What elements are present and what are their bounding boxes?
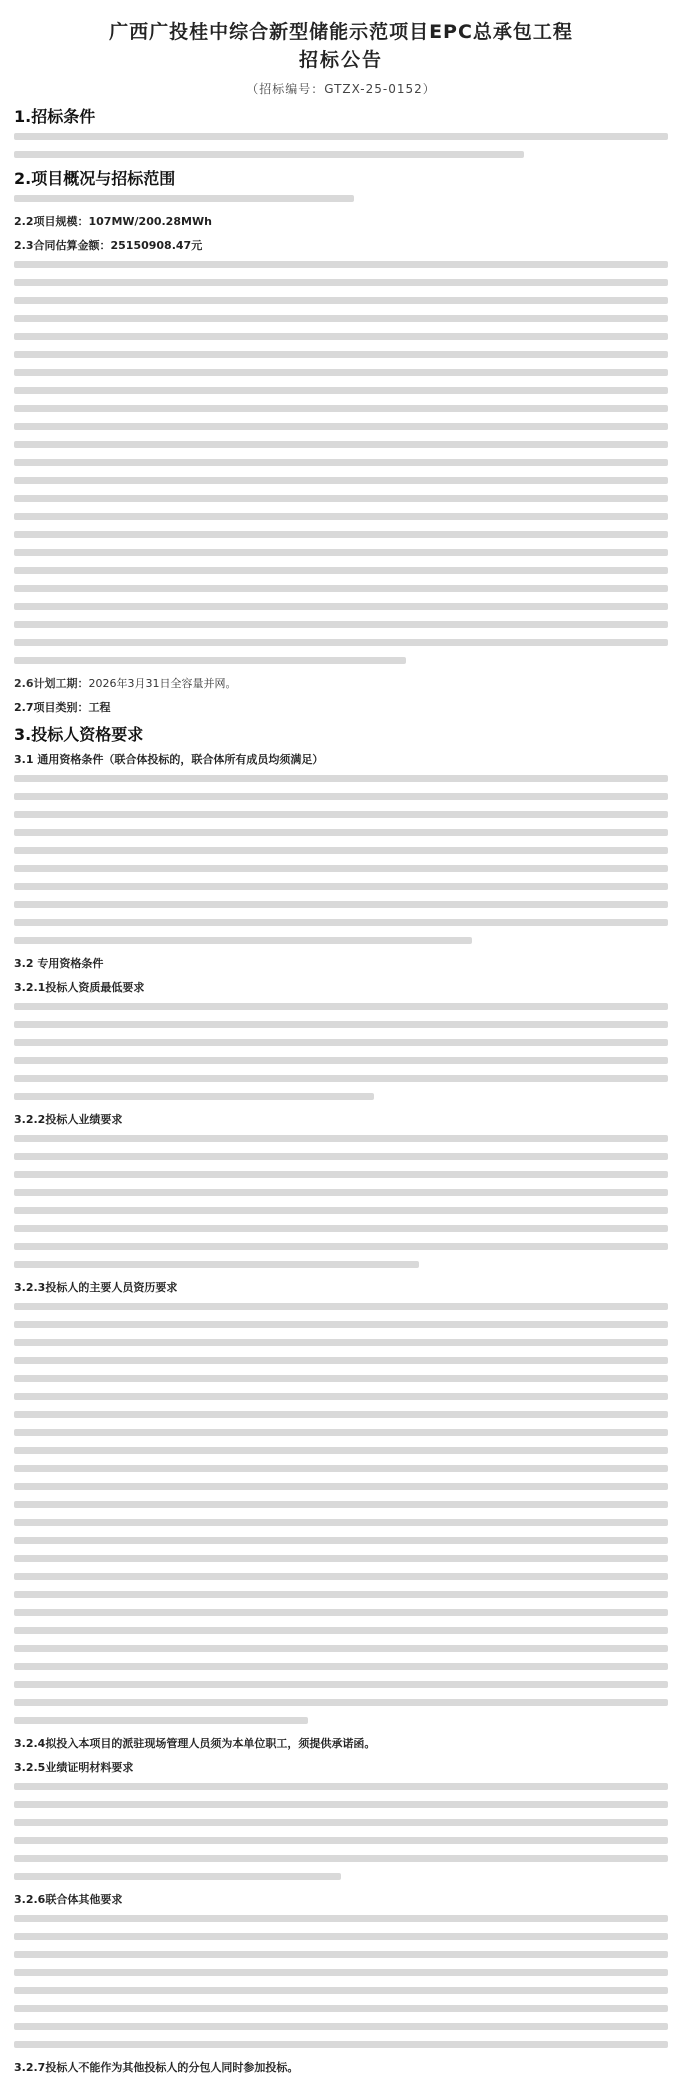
section-1-body (14, 133, 668, 158)
last-item: 3.2.7投标人不能作为其他投标人的分包人同时参加投标。 (14, 2061, 299, 2074)
personnel-body (14, 1303, 668, 1724)
project-scale: 2.2项目规模：107MW/200.28MWh (14, 215, 212, 228)
project-period (14, 675, 668, 693)
consortium-body (14, 1915, 668, 2048)
project-period-end: 2026年3月31日全容量并网。 (88, 677, 237, 690)
section-2-body (14, 195, 668, 202)
page-title: 广西广投桂中综合新型储能示范项目EPC总承包工程 (109, 21, 573, 43)
credit-body (14, 1783, 668, 1880)
site-staff: 3.2.4拟投入本项目的派驻现场管理人员须为本单位职工，须提供承诺函。 (14, 1737, 376, 1750)
qualification: 3.2.1投标人资质最低要求 (14, 981, 145, 994)
page-subtitle: 招标公告 (298, 49, 383, 71)
performance-body (14, 1135, 668, 1268)
qualification-body (14, 1003, 668, 1100)
performance: 3.2.2投标人业绩要求 (14, 1113, 123, 1126)
section-2-heading: 2.项目概况与招标范围 (14, 169, 176, 188)
project-overview-body (14, 261, 668, 664)
project-period-title: 2.6计划工期： (14, 677, 89, 690)
tender-code: （招标编号：GTZX-25-0152） (246, 82, 436, 96)
contract-amount: 2.3合同估算金额：25150908.47元 (14, 239, 203, 252)
project-category: 2.7项目类别：工程 (14, 701, 111, 714)
special-conditions: 3.2 专用资格条件 (14, 957, 104, 970)
section-3-heading: 3.投标人资格要求 (14, 725, 144, 744)
general-conditions: 3.1 通用资格条件（联合体投标的，联合体所有成员均须满足） (14, 753, 324, 766)
section-1-heading: 1.招标条件 (14, 107, 96, 126)
credit-materials: 3.2.5业绩证明材料要求 (14, 1761, 134, 1774)
personnel: 3.2.3投标人的主要人员资历要求 (14, 1281, 178, 1294)
general-conditions-body (14, 775, 668, 944)
consortium: 3.2.6联合体其他要求 (14, 1893, 123, 1906)
